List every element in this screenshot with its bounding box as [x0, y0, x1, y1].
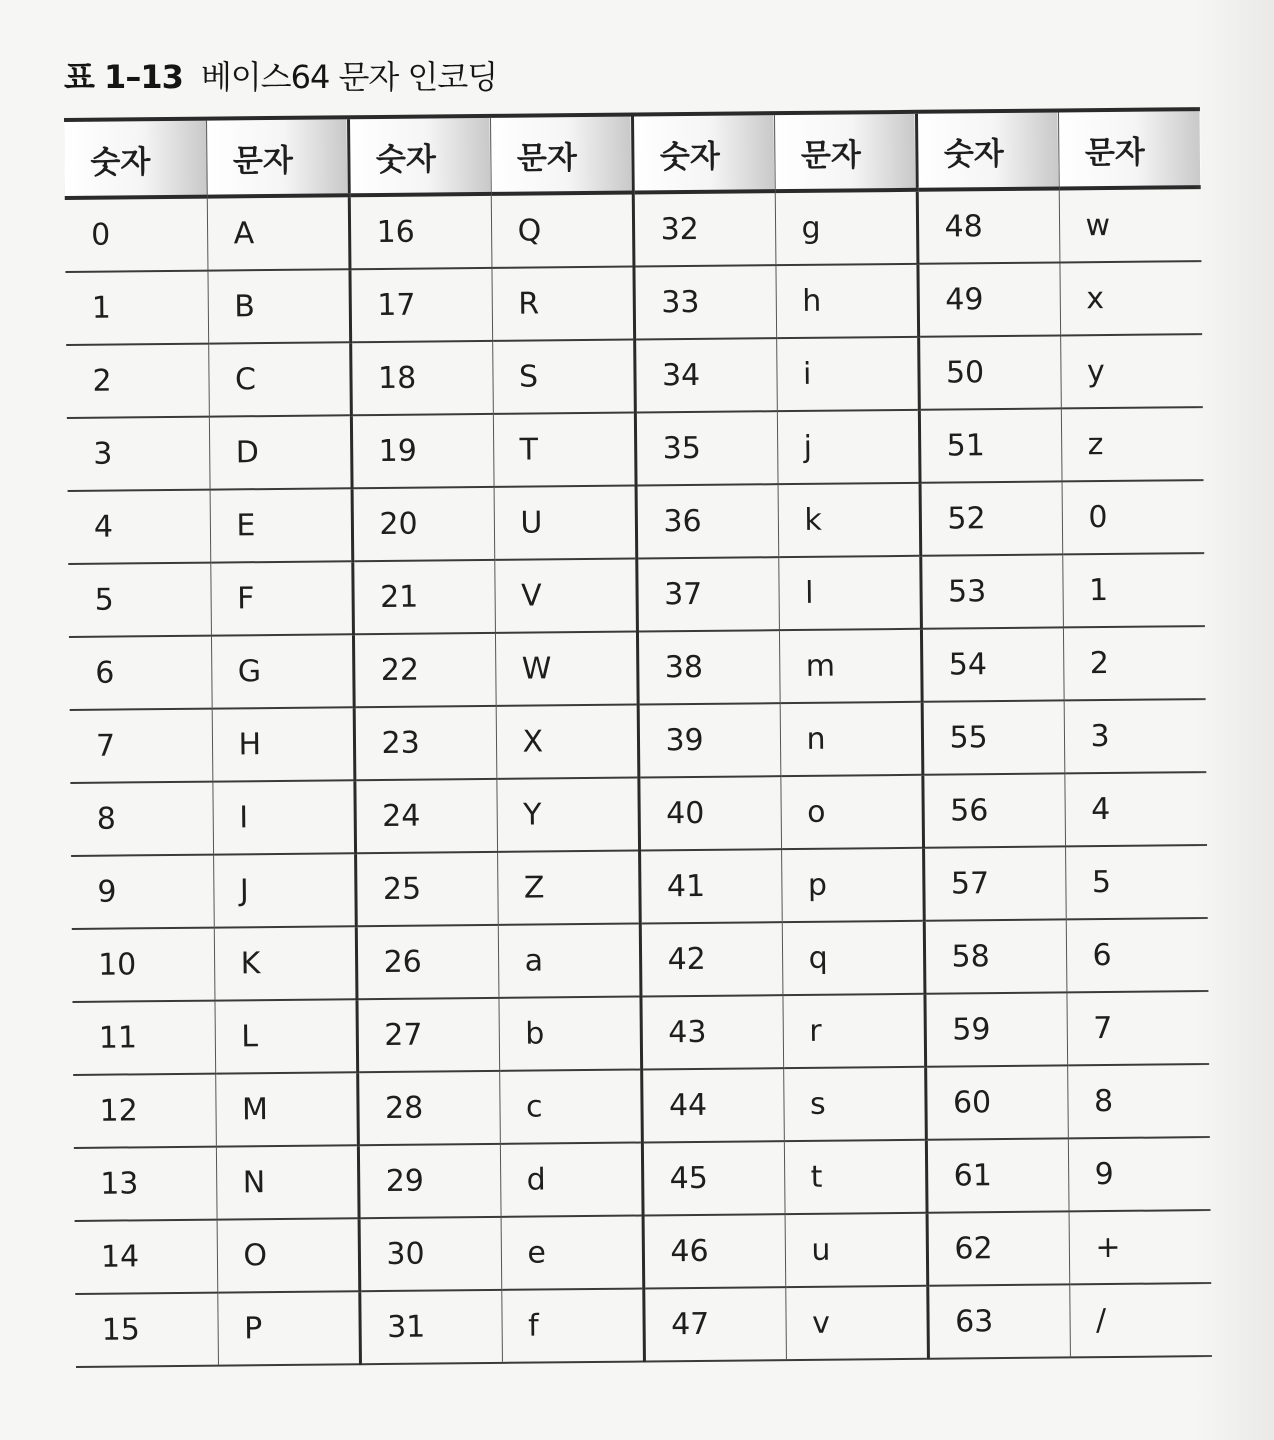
- character-cell: 5: [1065, 845, 1208, 919]
- number-cell: 57: [923, 846, 1066, 920]
- number-cell: 25: [355, 852, 498, 926]
- character-cell: a: [498, 924, 641, 998]
- character-cell: L: [214, 999, 357, 1073]
- number-cell: 45: [642, 1141, 785, 1215]
- header-number: 숫자: [64, 119, 207, 198]
- header-character: 문자: [490, 115, 633, 194]
- character-cell: G: [211, 634, 354, 708]
- table-row: [75, 1210, 1212, 1294]
- character-cell: p: [781, 848, 924, 922]
- character-cell: e: [501, 1215, 644, 1289]
- character-cell: y: [1060, 334, 1203, 408]
- number-cell: 30: [359, 1217, 502, 1291]
- number-cell: 37: [636, 557, 779, 631]
- table-row: [72, 991, 1209, 1075]
- base64-table-container: [64, 107, 1212, 1368]
- table-row: [65, 261, 1202, 345]
- number-cell: 31: [359, 1290, 502, 1364]
- number-cell: 47: [643, 1287, 786, 1361]
- character-cell: l: [778, 556, 921, 630]
- number-cell: 18: [350, 341, 493, 415]
- character-cell: Z: [497, 851, 640, 925]
- table-row: [70, 699, 1207, 783]
- number-cell: 38: [637, 630, 780, 704]
- header-character: 문자: [774, 112, 917, 191]
- number-cell: 39: [638, 703, 781, 777]
- table-row: [68, 480, 1205, 564]
- number-cell: 9: [71, 855, 214, 929]
- character-cell: o: [780, 775, 923, 849]
- character-cell: D: [209, 415, 352, 489]
- character-cell: u: [785, 1213, 928, 1287]
- number-cell: 13: [74, 1147, 217, 1221]
- character-cell: g: [775, 190, 918, 265]
- header-number: 숫자: [632, 113, 775, 192]
- number-cell: 15: [75, 1293, 218, 1367]
- table-row: [70, 772, 1207, 856]
- character-cell: +: [1069, 1210, 1212, 1284]
- character-cell: 4: [1064, 772, 1207, 846]
- number-cell: 4: [68, 490, 211, 564]
- character-cell: V: [494, 559, 637, 633]
- character-cell: r: [782, 994, 925, 1068]
- character-cell: J: [213, 853, 356, 927]
- number-cell: 54: [921, 627, 1064, 701]
- character-cell: j: [777, 410, 920, 484]
- character-cell: E: [210, 488, 353, 562]
- character-cell: 2: [1063, 626, 1206, 700]
- table-number: 표 1–13: [64, 58, 183, 96]
- table-caption: [64, 52, 497, 98]
- character-cell: c: [499, 1070, 642, 1144]
- character-cell: 9: [1068, 1137, 1211, 1211]
- character-cell: /: [1069, 1283, 1212, 1357]
- number-cell: 7: [70, 709, 213, 783]
- number-cell: 44: [641, 1068, 784, 1142]
- character-cell: 8: [1067, 1064, 1210, 1138]
- character-cell: K: [214, 926, 357, 1000]
- number-cell: 51: [919, 408, 1062, 482]
- character-cell: w: [1059, 187, 1202, 262]
- number-cell: 29: [358, 1144, 501, 1218]
- number-cell: 3: [67, 417, 210, 491]
- character-cell: 0: [1062, 480, 1205, 554]
- number-cell: 59: [924, 992, 1067, 1066]
- number-cell: 32: [633, 191, 776, 266]
- table-row: [69, 626, 1206, 710]
- table-row: [73, 1064, 1210, 1148]
- character-cell: q: [782, 921, 925, 995]
- number-cell: 22: [353, 633, 496, 707]
- number-cell: 61: [926, 1138, 1069, 1212]
- number-cell: 6: [69, 636, 212, 710]
- number-cell: 5: [68, 563, 211, 637]
- number-cell: 2: [66, 344, 209, 418]
- character-cell: 7: [1066, 991, 1209, 1065]
- number-cell: 48: [917, 188, 1060, 263]
- character-cell: d: [500, 1143, 643, 1217]
- character-cell: x: [1059, 261, 1202, 335]
- table-row: [71, 845, 1208, 929]
- number-cell: 20: [352, 487, 495, 561]
- character-cell: i: [776, 337, 919, 411]
- number-cell: 36: [636, 484, 779, 558]
- number-cell: 52: [920, 481, 1063, 555]
- character-cell: n: [780, 702, 923, 776]
- number-cell: 62: [927, 1211, 1070, 1285]
- character-cell: t: [784, 1140, 927, 1214]
- table-row: [68, 553, 1205, 637]
- table-row: [74, 1137, 1211, 1221]
- number-cell: 24: [354, 779, 497, 853]
- number-cell: 50: [918, 335, 1061, 409]
- character-cell: R: [491, 267, 634, 341]
- number-cell: 46: [643, 1214, 786, 1288]
- number-cell: 55: [922, 700, 1065, 774]
- number-cell: 43: [640, 995, 783, 1069]
- number-cell: 12: [73, 1074, 216, 1148]
- character-cell: s: [783, 1067, 926, 1141]
- number-cell: 60: [925, 1065, 1068, 1139]
- character-cell: S: [492, 340, 635, 414]
- number-cell: 1: [65, 271, 208, 345]
- number-cell: 58: [924, 919, 1067, 993]
- number-cell: 11: [72, 1001, 215, 1075]
- number-cell: 49: [917, 262, 1060, 336]
- character-cell: 6: [1066, 918, 1209, 992]
- number-cell: 23: [354, 706, 497, 780]
- character-cell: O: [217, 1218, 360, 1292]
- character-cell: h: [775, 264, 918, 338]
- character-cell: A: [207, 195, 350, 270]
- character-cell: N: [216, 1145, 359, 1219]
- character-cell: 3: [1064, 699, 1207, 773]
- header-number: 숫자: [916, 110, 1059, 189]
- character-cell: f: [501, 1288, 644, 1362]
- table-row: [65, 187, 1202, 272]
- header-number: 숫자: [348, 116, 491, 195]
- character-cell: P: [217, 1291, 360, 1365]
- character-cell: U: [494, 486, 637, 560]
- character-cell: B: [207, 269, 350, 343]
- base64-table: [64, 107, 1212, 1368]
- number-cell: 27: [356, 998, 499, 1072]
- number-cell: 21: [352, 560, 495, 634]
- character-cell: M: [215, 1072, 358, 1146]
- character-cell: T: [493, 413, 636, 487]
- number-cell: 33: [633, 265, 776, 339]
- table-row: [66, 334, 1203, 418]
- header-row: [64, 109, 1201, 198]
- header-character: 문자: [1058, 109, 1201, 188]
- header-character: 문자: [206, 117, 349, 196]
- number-cell: 26: [356, 925, 499, 999]
- character-cell: H: [212, 707, 355, 781]
- character-cell: b: [498, 997, 641, 1071]
- number-cell: 35: [635, 411, 778, 485]
- number-cell: 53: [920, 554, 1063, 628]
- character-cell: z: [1061, 407, 1204, 481]
- table-body: [65, 187, 1212, 1367]
- table-row: [67, 407, 1204, 491]
- table-title: 베이스64 문자 인코딩: [200, 58, 498, 96]
- number-cell: 8: [70, 782, 213, 856]
- character-cell: X: [496, 705, 639, 779]
- character-cell: C: [208, 342, 351, 416]
- character-cell: I: [212, 780, 355, 854]
- number-cell: 40: [638, 776, 781, 850]
- number-cell: 28: [357, 1071, 500, 1145]
- number-cell: 19: [351, 414, 494, 488]
- character-cell: 1: [1062, 553, 1205, 627]
- character-cell: Y: [496, 778, 639, 852]
- character-cell: v: [785, 1286, 928, 1360]
- character-cell: m: [779, 629, 922, 703]
- number-cell: 34: [634, 338, 777, 412]
- number-cell: 0: [65, 197, 208, 272]
- character-cell: W: [495, 632, 638, 706]
- number-cell: 41: [639, 849, 782, 923]
- number-cell: 42: [640, 922, 783, 996]
- character-cell: F: [210, 561, 353, 635]
- number-cell: 17: [349, 268, 492, 342]
- number-cell: 16: [349, 194, 492, 269]
- table-row: [72, 918, 1209, 1002]
- number-cell: 63: [927, 1284, 1070, 1358]
- table-row: [75, 1283, 1212, 1367]
- character-cell: k: [778, 483, 921, 557]
- number-cell: 14: [75, 1220, 218, 1294]
- character-cell: Q: [491, 193, 634, 268]
- number-cell: 10: [72, 928, 215, 1002]
- number-cell: 56: [922, 773, 1065, 847]
